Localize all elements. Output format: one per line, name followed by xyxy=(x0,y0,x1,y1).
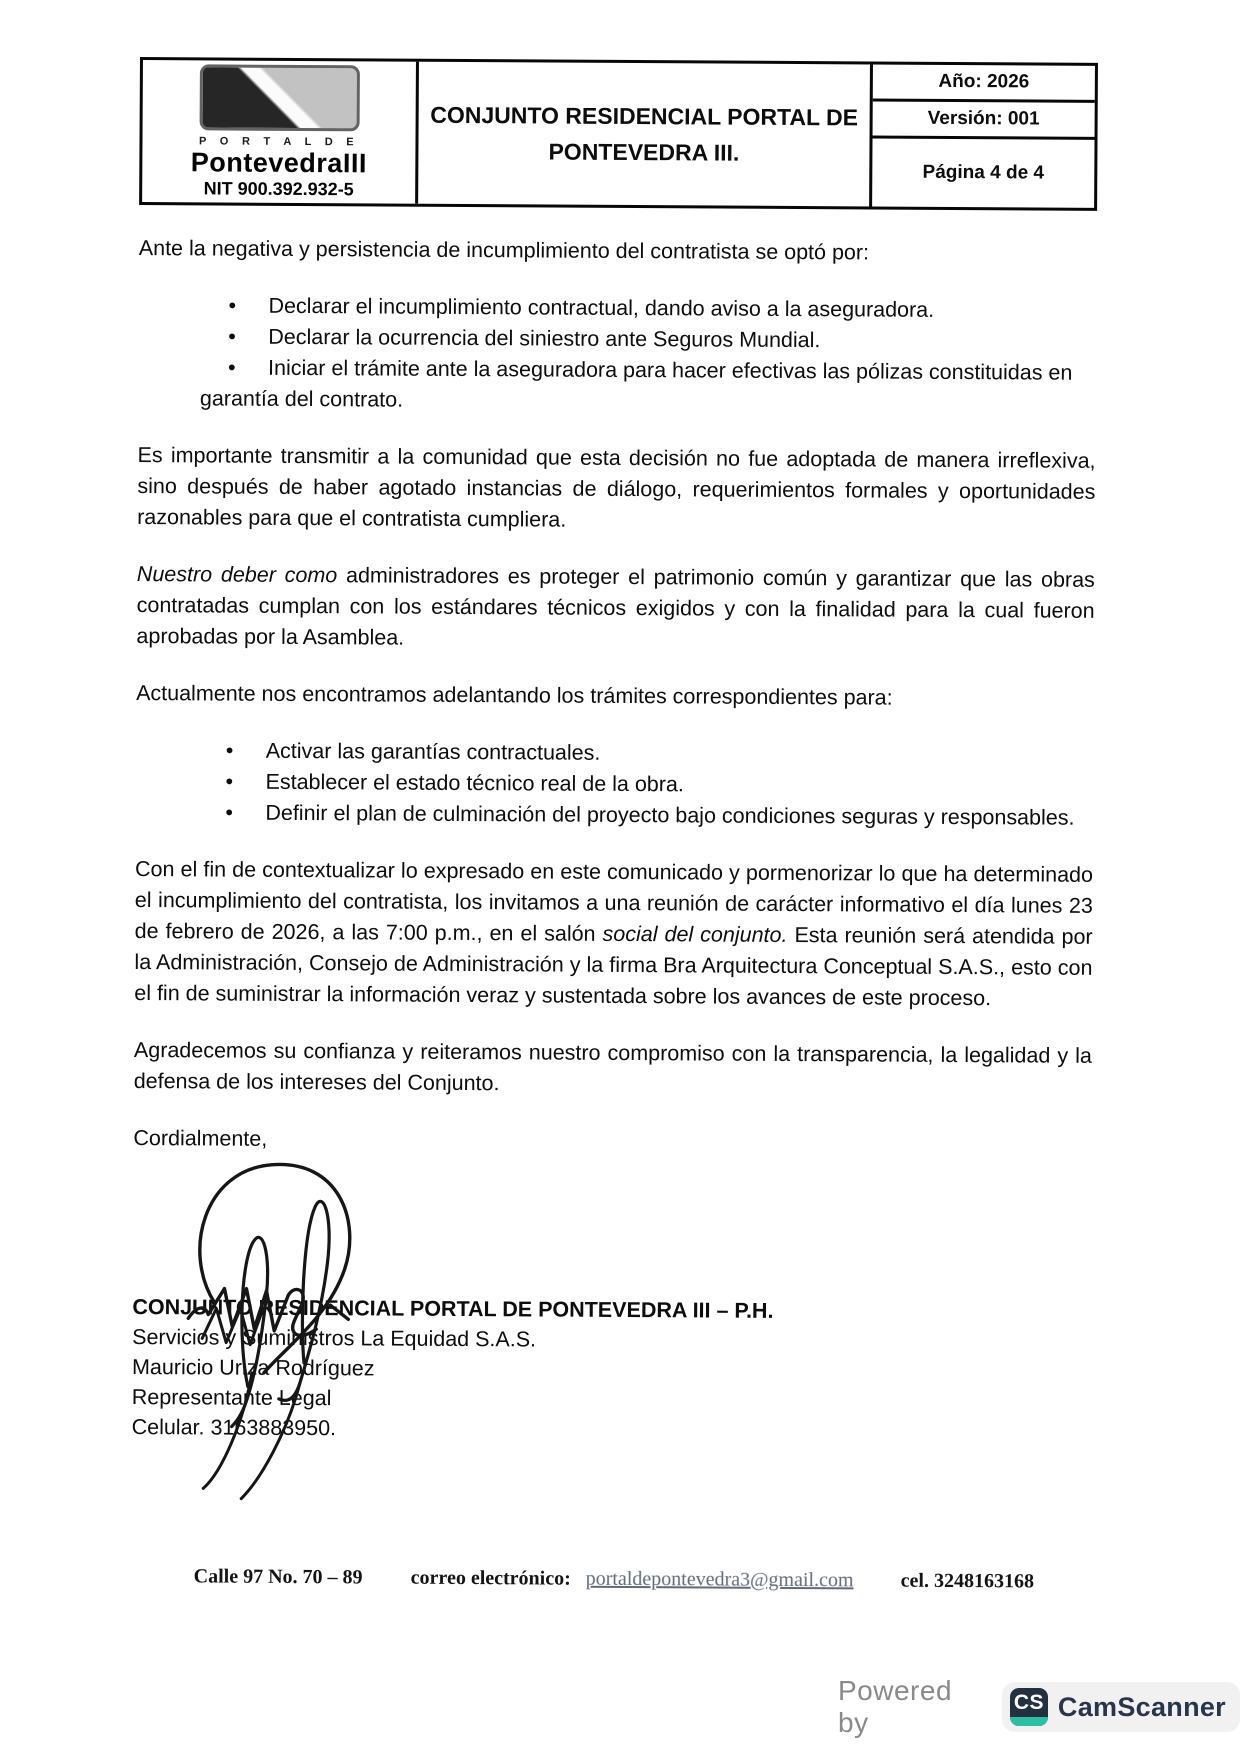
list-item xyxy=(135,797,1093,834)
header-title-line2: PONTEVEDRA III. xyxy=(548,138,740,166)
camscanner-icon xyxy=(1010,1688,1048,1726)
list-item-text: Establecer el estado técnico real de la obra. xyxy=(265,769,684,797)
footer-email-label: correo electrónico: xyxy=(410,1566,571,1590)
paragraph-deber-italic: Nuestro deber como xyxy=(136,561,338,588)
signer-name: Mauricio Uriza Rodríguez xyxy=(131,1354,375,1381)
paragraph-reunion-2: Esta reunión será atendida por la Administración, Consejo de Administración y la firma Bra Arquitectura Conceptual S.A.S., esto con el fin de suministrar la información veraz y sustentada sobre los avances de este proceso. xyxy=(134,922,1093,1011)
letter xyxy=(131,57,1098,1593)
bullet-icon: • xyxy=(225,769,234,794)
paragraph-reunion xyxy=(134,854,1093,1015)
paragraph-intro: Ante la negativa y persistencia de incumplimiento del contratista se optó por: xyxy=(138,235,870,265)
paragraph-reunion-italic: social del conjunto. xyxy=(602,921,788,947)
signature-block xyxy=(132,1292,1091,1448)
bullet-icon: • xyxy=(228,324,236,349)
letter-body xyxy=(132,233,1097,1448)
camscanner-icon-letters: CS xyxy=(1013,1691,1045,1714)
signer-organization: CONJUNTO RESIDENCIAL PORTAL DE PONTEVEDRA III – P.H. xyxy=(132,1294,774,1323)
list-item-text: Activar las garantías contractuales. xyxy=(265,738,601,765)
camscanner-icon-teal-bar xyxy=(1010,1717,1048,1726)
bullet-list-1 xyxy=(138,290,1097,420)
signer-role: Representante Legal xyxy=(131,1384,332,1411)
powered-by-label: Powered by xyxy=(838,1675,953,1738)
paragraph-deber-rest: administradores es proteger el patrimonio común y garantizar que las obras contratadas cumplan con los estándares técnicos exigidos y con la finalidad para la cual fueron aprobadas por la Asamblea. xyxy=(136,563,1095,650)
bullet-list-2 xyxy=(135,735,1094,834)
logo-nit: NIT 900.392.932-5 xyxy=(203,178,354,200)
footer-cell-number: cel. 3248163168 xyxy=(900,1569,1035,1593)
logo-box xyxy=(142,60,416,204)
closing-salutation: Cordialmente, xyxy=(133,1125,268,1151)
footer-address: Calle 97 No. 70 – 89 xyxy=(193,1565,363,1589)
bullet-icon: • xyxy=(225,800,233,825)
document-header-table xyxy=(139,57,1098,211)
camscanner-watermark xyxy=(838,1675,1240,1738)
paragraph-importante: Es importante transmitir a la comunidad que esta decisión no fue adoptada de manera irreflexiva, sino después de haber agotado instancias de diálogo, requerimientos formales y oportunidades razonables para que el contratista cumpliera. xyxy=(137,442,1096,532)
footer-contact-line xyxy=(131,1565,1089,1601)
camscanner-brand-label: CamScanner xyxy=(1057,1691,1226,1722)
list-item xyxy=(138,352,1096,420)
meta-version: Versión: 001 xyxy=(873,101,1095,139)
list-item-text: Iniciar el trámite ante la aseguradora para hacer efectivas las pólizas constituidas en garantía del contrato. xyxy=(199,355,1073,412)
paragraph-deber xyxy=(136,559,1095,658)
header-title-line1: CONJUNTO RESIDENCIAL PORTAL DE xyxy=(430,101,859,131)
logo-mark-icon xyxy=(199,64,359,131)
list-item-text: Declarar el incumplimiento contractual, dando aviso a la aseguradora. xyxy=(268,293,935,322)
signer-company: Servicios y Suministros La Equidad S.A.S. xyxy=(132,1324,537,1352)
camscanner-badge xyxy=(1002,1682,1240,1732)
paragraph-reunion-1: Con el fin de contextualizar lo expresado en este comunicado y pormenorizar lo que ha determinado el incumplimiento del contratista, los invitamos a una reunión de carácter informativo el día lunes 23 de febrero de 2026, a las 7:00 p.m., en el salón xyxy=(134,856,1094,946)
paragraph-actualmente: Actualmente nos encontramos adelantando los trámites correspondientes para: xyxy=(136,680,893,710)
logo-portal-de: P O R T A L D E xyxy=(198,135,359,149)
meta-page-number: Página 4 de 4 xyxy=(922,161,1045,184)
signer-phone: Celular. 3163883950. xyxy=(131,1414,337,1441)
list-item-text: Declarar la ocurrencia del siniestro ante Seguros Mundial. xyxy=(268,324,821,353)
bullet-icon: • xyxy=(228,293,237,318)
logo-name: PontevedraIII xyxy=(190,147,367,179)
header-meta xyxy=(872,64,1095,207)
meta-year: Año: 2026 xyxy=(873,64,1095,102)
footer-email-link: portaldepontevedra3@gmail.com xyxy=(585,1567,854,1592)
bullet-icon: • xyxy=(225,738,234,763)
header-title xyxy=(415,62,873,207)
paragraph-gracias: Agradecemos su confianza y reiteramos nuestro compromiso con la transparencia, la legalidad y la defensa de los intereses del Conjunto. xyxy=(133,1037,1092,1096)
list-item-text: Definir el plan de culminación del proyecto bajo condiciones seguras y responsables. xyxy=(265,800,1075,830)
bullet-icon: • xyxy=(228,355,236,380)
